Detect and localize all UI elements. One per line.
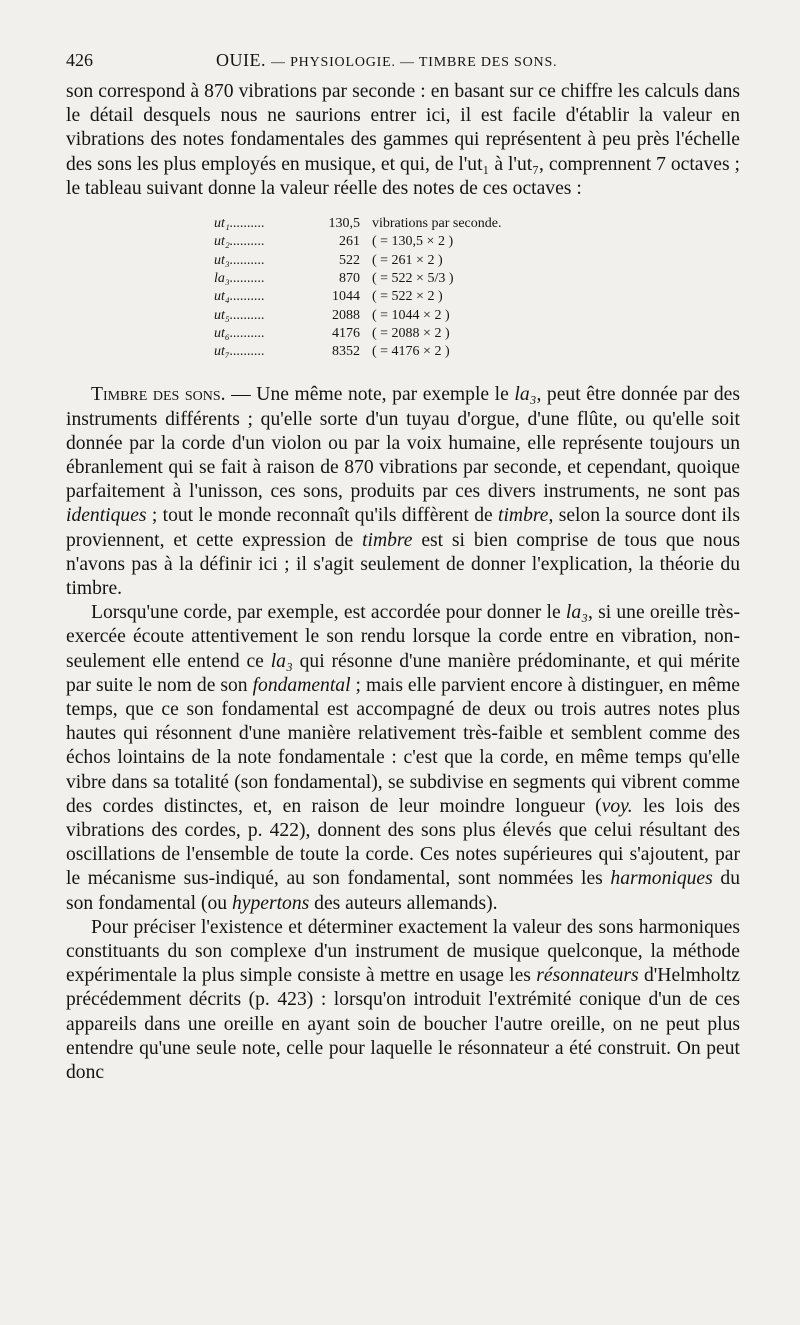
calculation: vibrations par seconde.	[372, 216, 502, 232]
note-name: ut₇..........	[214, 344, 265, 360]
text-run: les lois des vibrations des cordes, p. 422), donnent des sons plus élevés que celui résultant des oscillations de l'ensemble de toute la corde. Ces notes supérieures qui s'ajoutent, par le mécanisme sus-indiqué, au son fondamental, sont nommées les	[66, 795, 740, 890]
calculation: ( = 130,5 × 2 )	[372, 234, 454, 250]
note-name: la₃..........	[214, 270, 265, 286]
emphasis-harmoniques: harmoniques	[610, 868, 713, 890]
note-la3: la₃	[565, 602, 588, 624]
timbre-paragraph	[66, 383, 740, 601]
resonators-paragraph	[66, 916, 740, 1085]
page-number: 426	[66, 50, 93, 70]
header-title-rest: — PHYSIOLOGIE. — TIMBRE DES SONS.	[271, 55, 558, 70]
header-title	[216, 50, 557, 71]
emphasis-timbre: timbre	[498, 505, 549, 527]
harmonics-paragraph	[66, 601, 740, 916]
text-run: ; tout le monde reconnaît qu'ils diffèrent de	[146, 505, 499, 527]
text-run: des auteurs allemands).	[309, 892, 498, 914]
text-run: qui résonne d'une manière prédominante, et qui mérite par suite le nom de son	[66, 650, 740, 696]
emphasis-identiques: identiques	[66, 505, 147, 527]
note-name: ut₄..........	[214, 289, 265, 305]
emphasis-timbre: timbre	[362, 529, 413, 551]
note-name: ut₂..........	[214, 234, 265, 250]
frequency-value: 4176	[332, 325, 360, 341]
note-name: ut₆..........	[214, 325, 265, 341]
table-row	[214, 252, 740, 270]
main-text	[66, 80, 740, 1085]
table-row	[214, 343, 740, 361]
table-row	[214, 307, 740, 325]
frequency-value: 261	[339, 234, 360, 250]
table-row	[214, 233, 740, 251]
table-row	[214, 270, 740, 288]
text-run: Pour préciser l'existence et déterminer exactement la valeur des sons harmoniques constituants du son complexe d'un instrument de musique quelconque, la méthode expérimentale la plus simple consiste à mettre en usage les	[66, 916, 740, 987]
emphasis-voy: voy.	[601, 795, 633, 817]
note-name: ut₁..........	[214, 216, 265, 232]
calculation: ( = 4176 × 2 )	[372, 344, 450, 360]
table-row	[214, 215, 740, 233]
frequency-value: 870	[339, 270, 360, 286]
text-run: , selon la source dont ils proviennent, et cette expression de	[66, 505, 740, 551]
emphasis-resonnateurs: résonnateurs	[536, 965, 639, 987]
text-run: est si bien comprise de tous que nous n'avons pas à la définir ici ; il s'agit seulement de donner l'explication, la théorie du timbre.	[66, 529, 741, 600]
frequency-value: 8352	[332, 344, 360, 360]
table-row	[214, 288, 740, 306]
frequency-value: 130,5	[328, 216, 360, 232]
emphasis-hypertons: hypertons	[231, 892, 310, 914]
frequency-value: 1044	[332, 289, 360, 305]
text-run: d'Helmholtz précédemment décrits (p. 423) : lorsqu'on introduit l'extrémité conique d'un de ces appareils dans une oreille en ayant soin de boucher l'autre oreille, on ne peut plus entendre qu'une seule note, celle pour laquelle le résonnateur a été construit. On peut donc	[66, 965, 740, 1084]
note-name: ut₃..........	[214, 252, 265, 268]
text-run: — Une même note, par exemple le	[225, 384, 515, 406]
text-run: du son fondamental (ou	[66, 868, 740, 914]
frequency-value: 2088	[332, 307, 360, 323]
calculation: ( = 1044 × 2 )	[372, 307, 450, 323]
header-title-main: OUIE.	[216, 50, 266, 70]
text-run: , si une oreille très-exercée écoute attentivement le son rendu lorsque la corde entre en vibration, non-seulement elle entend ce	[66, 602, 740, 672]
calculation: ( = 522 × 5/3 )	[372, 270, 454, 286]
calculation: ( = 261 × 2 )	[372, 252, 443, 268]
note-name: ut₅..........	[214, 307, 265, 323]
text-run: , peut être donnée par des instruments différents ; qu'elle sorte d'un tuyau d'orgue, d'une flûte, ou qu'elle soit donnée par la corde d'un violon ou par la voix humaine, elle représente toujours un ébranlement qui se fait à raison de 870 vibrations par seconde, et cependant, quoique parfaitement à l'unisson, ces sons, produits par ces divers instruments, ne sont pas	[66, 384, 740, 503]
section-heading: Timbre des sons.	[91, 384, 226, 406]
text-run: Lorsqu'une corde, par exemple, est accordée pour donner le	[91, 602, 566, 624]
note-la3: la₃	[514, 384, 537, 406]
emphasis-fondamental: fondamental	[252, 674, 351, 696]
frequency-value: 522	[339, 252, 360, 268]
table-row	[214, 325, 740, 343]
running-header	[66, 50, 738, 76]
text-run: ; mais elle parvient encore à distinguer, en même temps, que ce son fondamental est accompagné de deux ou trois autres notes plus hautes qui résonnent d'une manière relativement très-faible et semblent comme des échos lointains de la note fondamentale : c'est que la corde, en même temps qu'elle vibre dans sa totalité (son fondamental), se subdivise en segments qui vibrent comme des cordes distinctes, et, en raison de leur moindre longueur (	[66, 674, 741, 817]
intro-paragraph: son correspond à 870 vibrations par seconde : en basant sur ce chiffre les calculs dans le détail desquels nous ne saurions entrer ici, il est facile d'établir la valeur en vibrations des notes fondamentales des gammes qui représentent à peu près l'échelle des sons les plus employés en musique, et qui, de l'ut₁ à l'ut₇, comprennent 7 octaves ; le tableau suivant donne la valeur réelle des notes de ces octaves :	[66, 81, 740, 199]
octave-frequency-table	[214, 215, 740, 361]
calculation: ( = 522 × 2 )	[372, 289, 443, 305]
calculation: ( = 2088 × 2 )	[372, 325, 450, 341]
note-la3: la₃	[270, 650, 293, 672]
